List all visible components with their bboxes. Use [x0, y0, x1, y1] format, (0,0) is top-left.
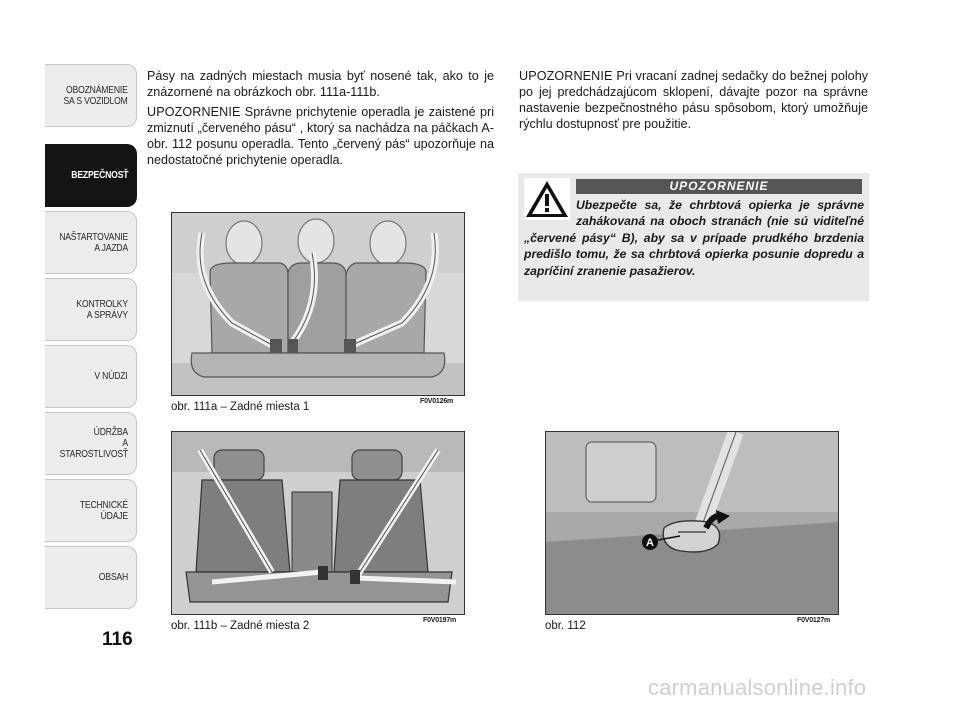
tab-udrzba[interactable]	[45, 412, 137, 475]
note-paragraph-right	[519, 68, 868, 132]
note-paragraph	[147, 104, 494, 168]
figure-code: F0V0126m	[420, 398, 454, 405]
figure-caption: obr. 111b – Zadné miesta 2	[171, 620, 310, 632]
tab-obsah[interactable]	[45, 546, 137, 609]
warning-box	[518, 173, 869, 301]
tab-label: TECHNICKÉ ÚDAJE	[79, 499, 128, 522]
tab-label: NAŠTARTOVANIE A JAZDA	[59, 231, 128, 254]
tab-label: OBOZNÁMENIE SA S VOZIDLOM	[63, 84, 128, 107]
tab-label: OBSAH	[98, 572, 128, 583]
tab-kontrolky[interactable]	[45, 278, 137, 341]
tab-technicke-udaje[interactable]	[45, 479, 137, 542]
figure-rear-seats-2	[171, 431, 465, 615]
note-body-right: Pri vracaní zadnej sedačky do bežnej polohy po jej predchádzajúcom sklopení, dávajte pozor na správne nastavenie bezpečnostného pásu spôsobom, ktorý umožňuje rýchlu dostupnosť pre použitie.	[519, 69, 868, 131]
warning-text: Ubezpečte sa, že chrbtová opierka je správne zahákovaná na oboch stranách (nie sú viditeľné „červené pásy“ B), aby sa v prípade prudkého brzdenia predišlo tomu, že sa chrbtová opierka posunie dopredu a zapríčiní zranenie pasažierov.	[524, 198, 864, 278]
warning-heading: UPOZORNENIE	[576, 179, 862, 194]
tab-oboznamenie[interactable]	[45, 64, 137, 127]
tab-nastartovanie[interactable]	[45, 211, 137, 274]
backrest-lever-illustration	[546, 432, 838, 614]
watermark: carmanualsonline.info	[648, 675, 867, 700]
intro-paragraph: Pásy na zadných miestach musia byť nosené tak, ako to je znázornené na obrázkoch obr. 111a-111b.	[147, 69, 494, 99]
figure-backrest-lever	[545, 431, 839, 615]
tab-label: V NÚDZI	[94, 371, 128, 382]
note-lead: UPOZORNENIE	[147, 105, 241, 119]
tab-label: BEZPEČNOSŤ	[70, 170, 128, 181]
rear-seats-2-illustration	[172, 432, 464, 614]
note-lead-right: UPOZORNENIE	[519, 69, 613, 83]
note-body: Správne prichytenie operadla je zaistené pri zmiznutí „červeného pásu“ , ktorý sa nachádza na páčkach A-obr. 112 posunu operadla. Tento „červený pás“ upozorňuje na nedostatočné prichytenie operadla.	[147, 105, 494, 167]
rear-seats-illustration	[172, 213, 464, 395]
figure-rear-seats-1	[171, 212, 465, 396]
figure-caption: obr. 111a – Zadné miesta 1	[171, 401, 310, 413]
figure-code: F0V0127m	[797, 617, 831, 624]
tab-bezpecnost[interactable]	[45, 144, 137, 207]
tab-label: KONTROLKY A SPRÁVY	[76, 298, 128, 321]
tab-v-nudzi[interactable]	[45, 345, 137, 408]
page-number: 116	[102, 629, 133, 650]
marker-a-label: A	[646, 537, 654, 549]
figure-caption: obr. 112	[545, 620, 586, 632]
tab-label: ÚDRŽBA A STAROSTLIVOSŤ	[59, 427, 129, 460]
figure-code: F0V0197m	[423, 617, 457, 624]
